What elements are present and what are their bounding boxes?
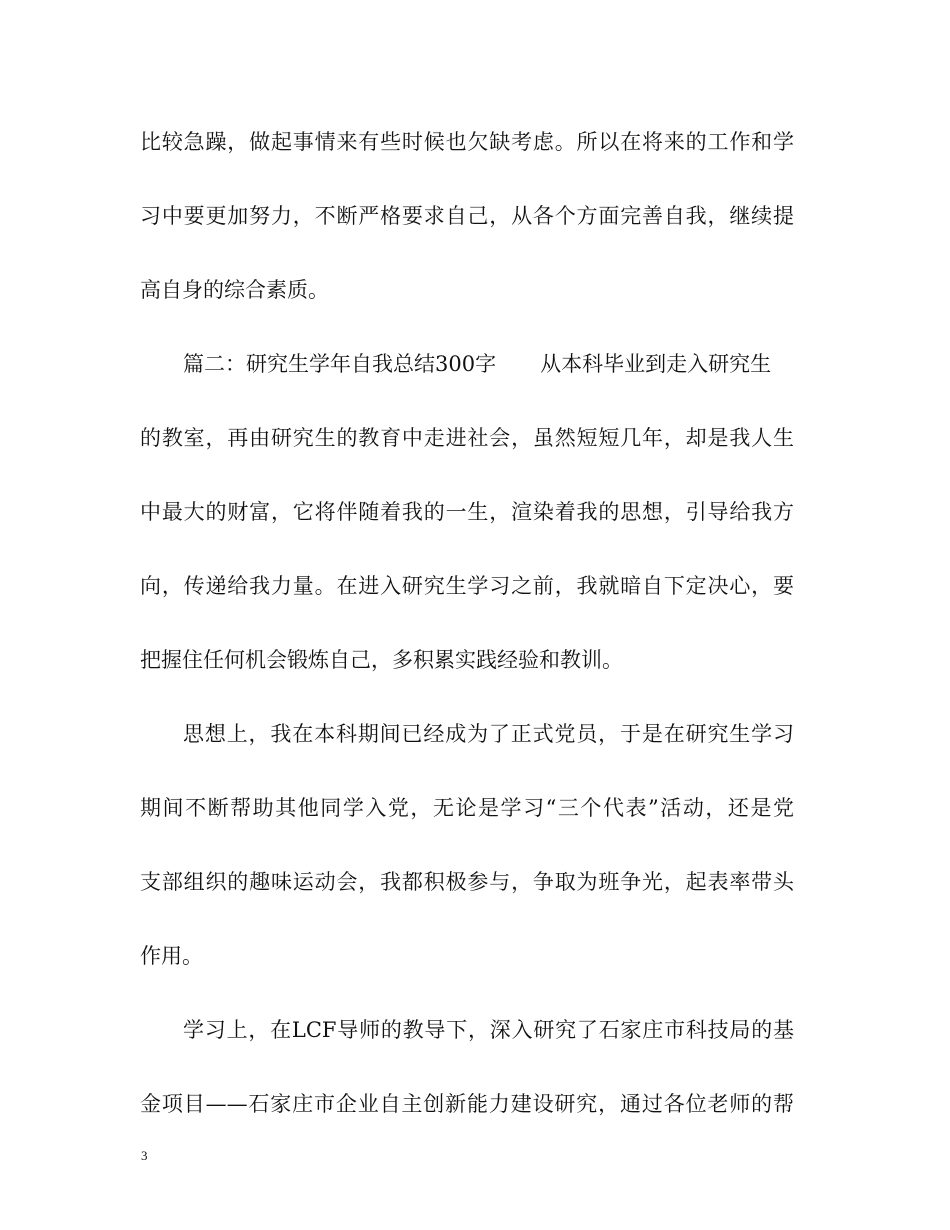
- paragraph-line: 高自身的综合素质。: [140, 278, 329, 302]
- paragraph-line: 思想上，我在本科期间已经成为了正式党员，于是在研究生学习: [183, 722, 794, 746]
- paragraph-line: 习中要更加努力，不断严格要求自己，从各个方面完善自我，继续提: [140, 204, 794, 228]
- paragraph-line: 作用。: [140, 944, 203, 968]
- paragraph-line: 的教室，再由研究生的教育中走进社会，虽然短短几年，却是我人生: [140, 426, 794, 450]
- section-heading-title: 篇二：研究生学年自我总结300字: [183, 352, 497, 376]
- paragraph-line: 金项目——石家庄市企业自主创新能力建设研究，通过各位老师的帮: [140, 1092, 794, 1116]
- section-heading-continuation: 从本科毕业到走入研究生: [540, 352, 772, 376]
- paragraph-line: 学习上，在LCF导师的教导下，深入研究了石家庄市科技局的基: [183, 1018, 794, 1042]
- paragraph-line: 中最大的财富，它将伴随着我的一生，渲染着我的思想，引导给我方: [140, 500, 794, 524]
- paragraph-line: 把握住任何机会锻炼自己，多积累实践经验和教训。: [140, 648, 623, 672]
- paragraph-line: 支部组织的趣味运动会，我都积极参与，争取为班争光，起表率带头: [140, 870, 794, 894]
- paragraph-line: 期间不断帮助其他同学入党，无论是学习“三个代表”活动，还是党: [140, 796, 794, 820]
- page-number: 3: [141, 1148, 148, 1163]
- paragraph-line: 比较急躁，做起事情来有些时候也欠缺考虑。所以在将来的工作和学: [140, 130, 794, 154]
- paragraph-line: 向，传递给我力量。在进入研究生学习之前，我就暗自下定决心，要: [140, 574, 794, 598]
- section-heading-line: [183, 346, 794, 382]
